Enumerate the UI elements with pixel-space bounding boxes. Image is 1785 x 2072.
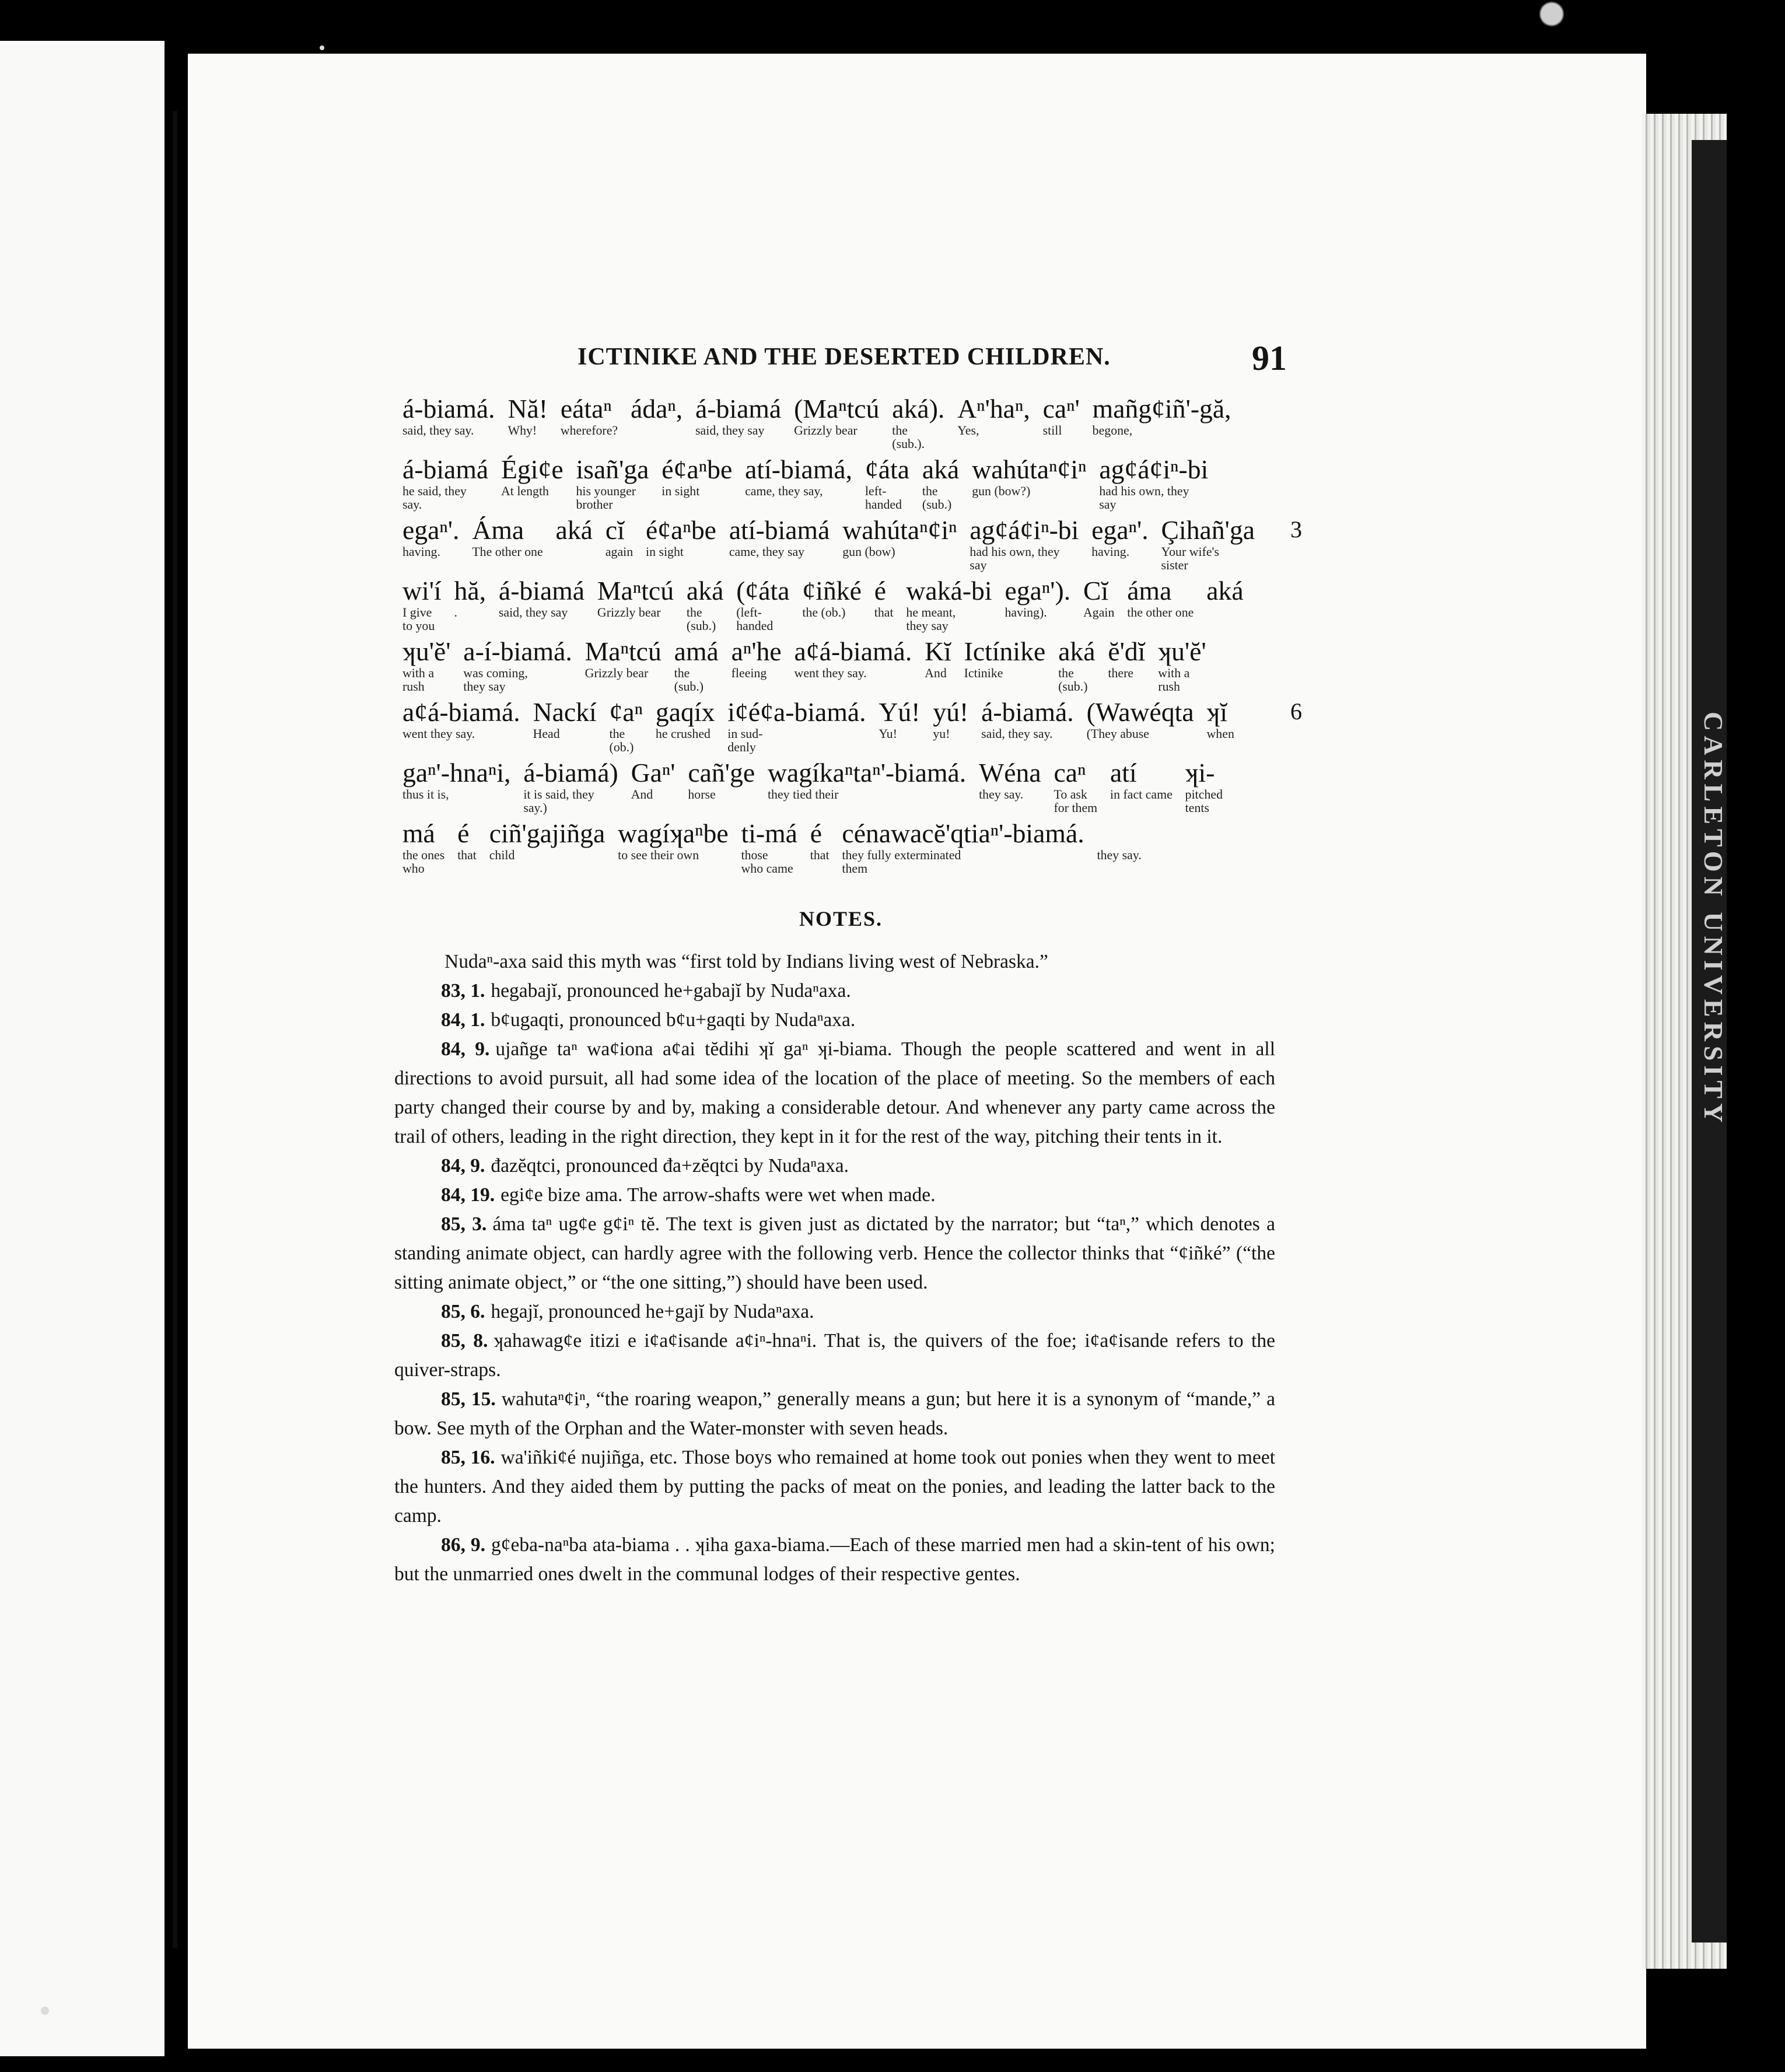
omaha-word: á-biamá <box>498 576 585 606</box>
left-page <box>0 41 164 2056</box>
english-gloss: came, they say, <box>745 484 823 498</box>
glossed-word <box>454 576 486 632</box>
omaha-word: wahútaⁿ¢iⁿ <box>842 515 957 545</box>
glossed-word <box>402 698 520 754</box>
english-gloss: yu! <box>933 726 950 741</box>
omaha-word: Maⁿtcú <box>597 576 674 606</box>
english-gloss: pitched tents <box>1185 787 1223 815</box>
omaha-word: aⁿ'he <box>731 636 782 666</box>
note-paragraph <box>394 1035 1275 1152</box>
glossed-word <box>499 576 584 632</box>
note-text: Nudaⁿ-axa said this myth was “first told by Indians living west of Nebraska.” <box>444 951 1048 972</box>
omaha-word: é <box>874 576 887 606</box>
omaha-word: wagíkaⁿtaⁿ'-biamá. <box>767 758 967 788</box>
glossed-word <box>979 758 1041 814</box>
interlinear-line <box>402 758 1289 818</box>
omaha-word: Cĭ <box>1083 576 1109 606</box>
interlinear-line <box>402 516 1289 575</box>
omaha-word: aká <box>922 454 960 484</box>
omaha-word: ʞu'ĕ' <box>1158 636 1206 666</box>
glossed-word <box>732 637 782 693</box>
note-reference: 85, 8. <box>441 1330 488 1352</box>
omaha-word: ti-má <box>741 818 797 848</box>
glossed-word <box>1058 637 1095 693</box>
omaha-word: (Maⁿtcú <box>794 394 880 424</box>
corner-smudge <box>1517 0 1587 35</box>
glossed-word <box>402 758 510 814</box>
glossed-word <box>842 819 1084 875</box>
omaha-word: ciñ'gajiñga <box>489 818 606 848</box>
line-number: 6 <box>1290 698 1302 724</box>
glossed-word <box>402 576 442 632</box>
english-gloss: still <box>1042 423 1062 438</box>
omaha-word: a¢á-biamá. <box>402 697 520 727</box>
dust-speck <box>41 2007 49 2015</box>
english-gloss: Grizzly bear <box>584 666 649 680</box>
note-paragraph <box>394 1210 1275 1297</box>
glossed-word <box>727 698 866 754</box>
english-gloss: Again <box>1083 605 1115 620</box>
english-gloss: thus it is, <box>402 787 449 802</box>
glossed-word <box>964 637 1046 693</box>
english-gloss: came, they say <box>729 544 805 559</box>
english-gloss: those who came <box>741 848 793 876</box>
glossed-word <box>1087 698 1194 754</box>
english-gloss: horse <box>688 787 716 802</box>
glossed-word <box>402 516 459 572</box>
english-gloss: gun (bow?) <box>972 484 1031 498</box>
glossed-word <box>981 698 1074 754</box>
glossed-word <box>508 394 548 450</box>
glossed-word <box>631 758 676 814</box>
glossed-word <box>489 819 606 875</box>
english-gloss: begone, <box>1092 423 1133 438</box>
english-gloss: Ictinike <box>964 666 1003 680</box>
note-text: đazĕqtci, pronounced đa+zĕqtci by Nudaⁿaxa. <box>491 1155 849 1177</box>
glossed-word <box>402 819 444 875</box>
english-gloss: said, they say. <box>402 423 474 438</box>
interlinear-line <box>402 394 1289 454</box>
glossed-word <box>674 637 719 693</box>
english-gloss: to see their own <box>618 848 699 862</box>
glossed-word <box>1097 819 1142 875</box>
note-reference: 84, 9. <box>441 1155 485 1177</box>
glossed-word <box>472 516 542 572</box>
omaha-word: aká <box>555 515 593 545</box>
omaha-word: Nackí <box>533 697 597 727</box>
omaha-word: Aⁿ'haⁿ, <box>957 394 1030 424</box>
glossed-word <box>1110 758 1172 814</box>
glossed-word <box>794 637 912 693</box>
note-paragraph <box>394 977 1275 1006</box>
omaha-word: atí-biamá, <box>745 454 853 484</box>
omaha-word: aká). <box>892 394 945 424</box>
glossed-word <box>741 819 797 875</box>
note-paragraph <box>394 1443 1275 1531</box>
glossed-word <box>906 576 992 632</box>
glossed-word <box>874 576 894 632</box>
running-head: ICTINIKE AND THE DESERTED CHILDREN. <box>578 344 1111 370</box>
glossed-word <box>745 455 852 511</box>
english-gloss: in sud- denly <box>727 726 763 754</box>
glossed-word <box>802 576 862 632</box>
note-text: hegajĭ, pronounced he+gajĭ by Nudaⁿaxa. <box>491 1301 814 1322</box>
english-gloss: Grizzly bear <box>597 605 661 620</box>
note-text: g¢eba-naⁿba ata-biama . . ʞiha gaxa-biama.—Each of these married men had a skin-tent of his own; but the unmarried ones dwelt in the communal lodges of their respective gentes. <box>394 1534 1275 1585</box>
omaha-word: cénawacĕ'qtiaⁿ'-biamá. <box>842 818 1084 848</box>
omaha-word: caⁿ <box>1054 758 1086 788</box>
note-paragraph <box>394 1297 1275 1326</box>
english-gloss: . <box>454 605 457 620</box>
note-reference: 85, 6. <box>441 1301 485 1322</box>
english-gloss: went they say. <box>402 726 475 741</box>
english-gloss: the (sub.) <box>674 666 704 694</box>
english-gloss: they say. <box>1097 848 1142 862</box>
english-gloss: when <box>1206 726 1234 741</box>
glossed-word <box>1083 576 1114 632</box>
english-gloss: having). <box>1005 605 1047 620</box>
english-gloss: he said, they say. <box>402 484 467 512</box>
omaha-word: á-biamá. <box>402 394 495 424</box>
note-paragraph <box>394 1385 1275 1443</box>
omaha-word: Kĭ <box>925 636 951 666</box>
interlinear-line <box>402 819 1289 878</box>
english-gloss: left- handed <box>864 484 902 512</box>
omaha-word: isañ'ga <box>576 454 649 484</box>
glossed-word <box>922 455 959 511</box>
english-gloss: (They abuse <box>1086 726 1149 741</box>
english-gloss: that <box>874 605 894 620</box>
english-gloss: the ones who <box>402 848 445 876</box>
omaha-word: ʞĭ <box>1206 697 1228 727</box>
note-paragraph <box>394 1152 1275 1181</box>
glossed-word <box>1127 576 1194 632</box>
omaha-word: aká <box>1058 636 1096 666</box>
note-text: áma taⁿ ug¢e g¢iⁿ tĕ. The text is given just as dictated by the narrator; but “taⁿ,” which denotes a standing animate object, can hardly agree with the following verb. Hence the collector thinks that “¢iñké” (“the sitting animate object,” or “the one sitting,”) should have been used. <box>394 1213 1275 1293</box>
note-paragraph <box>394 1006 1275 1035</box>
note-reference: 84, 9. <box>441 1038 490 1060</box>
english-gloss: in fact came <box>1110 787 1172 802</box>
omaha-word: Áma <box>472 515 524 545</box>
glossed-word <box>1093 394 1231 450</box>
glossed-word <box>970 516 1079 572</box>
english-gloss: they tied their <box>767 787 839 802</box>
omaha-word: Maⁿtcú <box>584 636 662 666</box>
english-gloss: had his own, they say <box>970 544 1060 572</box>
omaha-word: amá <box>674 636 719 666</box>
english-gloss: And <box>631 787 653 802</box>
english-gloss: the other one <box>1127 605 1194 620</box>
glossed-word <box>933 698 968 754</box>
omaha-word: gaqíx <box>655 697 715 727</box>
interlinear-text <box>402 394 1289 880</box>
english-gloss: went they say. <box>794 666 867 680</box>
omaha-word: eátaⁿ <box>560 394 612 424</box>
omaha-word: á-biamá <box>402 454 489 484</box>
english-gloss: (left- handed <box>736 605 774 633</box>
glossed-word <box>768 758 966 814</box>
glossed-word <box>501 455 564 511</box>
omaha-word: egaⁿ'). <box>1005 576 1071 606</box>
page-number: 91 <box>1252 339 1287 377</box>
english-gloss: And <box>925 666 947 680</box>
note-text: hegabajĭ, pronounced he+gabajĭ by Nudaⁿaxa. <box>491 980 851 1002</box>
english-gloss: he meant, they say <box>906 605 956 633</box>
english-gloss: he crushed <box>655 726 710 741</box>
glossed-word <box>842 516 957 572</box>
english-gloss: I give to you <box>402 605 435 633</box>
glossed-word <box>463 637 572 693</box>
omaha-word: a-í-biamá. <box>463 636 572 666</box>
english-gloss: it is said, they say.) <box>523 787 594 815</box>
glossed-word <box>585 637 662 693</box>
glossed-word <box>687 576 723 632</box>
note-reference: 85, 16. <box>441 1447 495 1468</box>
interlinear-line <box>402 698 1289 757</box>
glossed-word <box>646 516 716 572</box>
glossed-word <box>1043 394 1080 450</box>
glossed-word <box>794 394 879 450</box>
dust-speck <box>320 46 324 50</box>
omaha-word: é¢aⁿbe <box>646 515 716 545</box>
glossed-word <box>736 576 789 632</box>
glossed-word <box>865 455 909 511</box>
omaha-word: é <box>810 818 822 848</box>
omaha-word <box>1097 819 1104 848</box>
english-gloss: child <box>489 848 515 862</box>
english-gloss: the (sub.). <box>892 423 925 451</box>
english-gloss: they say. <box>979 787 1024 802</box>
glossed-word <box>688 758 755 814</box>
glossed-word <box>576 455 649 511</box>
glossed-word <box>1005 576 1070 632</box>
omaha-word: wagíʞaⁿbe <box>618 818 729 848</box>
omaha-word: yú! <box>933 697 969 727</box>
omaha-word: (Wawéqta <box>1086 697 1194 727</box>
interlinear-line <box>402 576 1289 636</box>
glossed-word <box>556 516 593 572</box>
glossed-word <box>523 758 618 814</box>
english-gloss: Grizzly bear <box>794 423 858 438</box>
omaha-word: aká <box>1206 576 1244 606</box>
english-gloss: To ask for them <box>1054 787 1098 815</box>
omaha-word: aká <box>686 576 724 606</box>
omaha-word: caⁿ' <box>1042 394 1080 424</box>
english-gloss: the (sub.) <box>686 605 716 633</box>
english-gloss: the (ob.) <box>802 605 846 620</box>
note-text: ujañge taⁿ wa¢iona a¢ai tĕdihi ʞĭ gaⁿ ʞi-biama. Though the people scattered and went in all directions to avoid pursuit, all had some idea of the location of the place of meeting. So the members of each party changed their course by and by, making a considerable detour. And whenever any party came across the trail of others, leading in the right direction, they kept in it for the rest of the way, pitching their tents in it. <box>394 1038 1276 1147</box>
omaha-word: a¢á-biamá. <box>794 636 912 666</box>
glossed-word <box>729 516 830 572</box>
note-text: ʞahawag¢e itizi e i¢a¢isande a¢iⁿ-hnaⁿi. That is, the quivers of the foe; i¢a¢isande refers to the quiver-straps. <box>394 1330 1276 1381</box>
glossed-word <box>618 819 728 875</box>
notes-heading: NOTES. <box>799 907 883 930</box>
omaha-word: hă, <box>454 576 487 606</box>
english-gloss: his younger brother <box>576 484 636 512</box>
omaha-word: ag¢á¢iⁿ-bi <box>970 515 1079 545</box>
glossed-word <box>972 455 1086 511</box>
omaha-word: Nă! <box>508 394 548 424</box>
glossed-word <box>606 516 633 572</box>
omaha-word: má <box>402 818 435 848</box>
note-paragraph <box>394 1326 1275 1385</box>
glossed-word <box>1108 637 1145 693</box>
omaha-word: waká-bi <box>906 576 992 606</box>
glossed-word <box>1054 758 1098 814</box>
english-gloss: said, they say. <box>981 726 1053 741</box>
english-gloss: in sight <box>662 484 700 498</box>
omaha-word: atí <box>1110 758 1137 788</box>
english-gloss: said, they say <box>695 423 765 438</box>
spine-label: CARLETON UNIVERSITY <box>1699 712 1728 1128</box>
glossed-word <box>695 394 781 450</box>
note-text: wa'iñki¢é nujiñga, etc. Those boys who remained at home took out ponies when they went to meet the hunters. And they aided them by putting the packs of meat on the ponies, and leading the latter back to the camp. <box>394 1447 1276 1527</box>
glossed-word <box>402 455 488 511</box>
omaha-word: wi'í <box>402 576 442 606</box>
english-gloss: Yu! <box>878 726 897 741</box>
glossed-word <box>1207 698 1234 754</box>
omaha-word: (¢áta <box>736 576 790 606</box>
omaha-word: ¢iñké <box>802 576 862 606</box>
omaha-word: cañ'ge <box>688 758 755 788</box>
glossed-word <box>631 394 682 450</box>
note-paragraph <box>394 1531 1275 1589</box>
omaha-word: egaⁿ'. <box>402 515 460 545</box>
english-gloss: in sight <box>646 544 684 559</box>
omaha-word: ʞu'ĕ' <box>402 636 451 666</box>
note-paragraph <box>394 1181 1275 1210</box>
glossed-word <box>662 455 732 511</box>
english-gloss: again <box>605 544 634 559</box>
note-reference: 84, 19. <box>441 1184 495 1206</box>
omaha-word: é¢aⁿbe <box>662 454 733 484</box>
omaha-word: ag¢á¢iⁿ-bi <box>1099 454 1209 484</box>
note-reference: 85, 3. <box>441 1213 487 1235</box>
omaha-word: mañg¢iñ'-gă, <box>1092 394 1231 424</box>
note-text: egi¢e bize ama. The arrow-shafts were wet when made. <box>501 1184 936 1206</box>
english-gloss: Your wife's sister <box>1161 544 1220 572</box>
english-gloss: the (sub.) <box>1058 666 1088 694</box>
omaha-word: ádaⁿ, <box>630 394 683 424</box>
english-gloss: gun (bow) <box>842 544 895 559</box>
english-gloss: The other one <box>472 544 543 559</box>
glossed-word <box>402 637 450 693</box>
english-gloss: having. <box>1091 544 1130 559</box>
glossed-word <box>892 394 944 450</box>
omaha-word: atí-biamá <box>729 515 830 545</box>
note-reference: 86, 9. <box>441 1534 485 1556</box>
english-gloss: had his own, they say <box>1099 484 1189 512</box>
omaha-word: egaⁿ'. <box>1091 515 1149 545</box>
omaha-word: Gaⁿ' <box>631 758 676 788</box>
glossed-word <box>1099 455 1208 511</box>
glossed-word <box>925 637 951 693</box>
english-gloss: that <box>810 848 830 862</box>
omaha-word: á-biamá. <box>981 697 1074 727</box>
glossed-word <box>1091 516 1148 572</box>
english-gloss: fleeing <box>731 666 767 680</box>
english-gloss: Head <box>533 726 560 741</box>
omaha-word: Yú! <box>878 697 921 727</box>
english-gloss: with a rush <box>1158 666 1190 694</box>
glossed-word <box>1161 516 1255 572</box>
english-gloss: wherefore? <box>560 423 618 438</box>
omaha-word: á-biamá <box>695 394 782 424</box>
note-reference: 84, 1. <box>441 1009 485 1031</box>
notes-section <box>394 947 1275 1589</box>
english-gloss: Why! <box>508 423 537 438</box>
omaha-word: ¢áta <box>864 454 910 484</box>
glossed-word <box>457 819 477 875</box>
english-gloss: the (ob.) <box>609 726 634 754</box>
note-paragraph <box>394 947 1275 977</box>
note-reference: 85, 15. <box>441 1388 496 1410</box>
glossed-word <box>1206 576 1243 632</box>
gutter-rule <box>173 111 177 1948</box>
omaha-word: Égi¢e <box>501 454 564 484</box>
omaha-word: Çihañ'ga <box>1161 515 1255 545</box>
glossed-word <box>656 698 715 754</box>
glossed-word <box>561 394 618 450</box>
note-reference: 83, 1. <box>441 980 485 1002</box>
line-number: 3 <box>1290 516 1302 542</box>
glossed-word <box>597 576 674 632</box>
omaha-word: Wéna <box>979 758 1041 788</box>
glossed-word <box>533 698 597 754</box>
glossed-word <box>402 394 495 450</box>
glossed-word <box>957 394 1030 450</box>
omaha-word: cĭ <box>605 515 625 545</box>
omaha-word: wahútaⁿ¢iⁿ <box>972 454 1087 484</box>
english-gloss: having. <box>402 544 440 559</box>
english-gloss: said, they say <box>498 605 568 620</box>
interlinear-line <box>402 455 1289 514</box>
glossed-word <box>1185 758 1223 814</box>
note-text: wahutaⁿ¢iⁿ, “the roaring weapon,” generally means a gun; but here it is a synonym of “mande,” a bow. See myth of the Orphan and the Water-monster with seven heads. <box>394 1388 1276 1439</box>
omaha-word: ĕ'dĭ <box>1108 636 1146 666</box>
glossed-word <box>1158 637 1206 693</box>
english-gloss: At length <box>501 484 549 498</box>
note-text: b¢ugaqti, pronounced b¢u+gaqti by Nudaⁿaxa. <box>491 1009 856 1031</box>
glossed-word <box>610 698 643 754</box>
omaha-word: ¢aⁿ <box>609 697 643 727</box>
english-gloss: with a rush <box>402 666 435 694</box>
english-gloss: there <box>1108 666 1134 680</box>
omaha-word: gaⁿ'-hnaⁿi, <box>402 758 511 788</box>
english-gloss: the (sub.) <box>922 484 952 512</box>
english-gloss: Yes, <box>957 423 979 438</box>
english-gloss: that <box>457 848 477 862</box>
omaha-word: ʞi- <box>1185 758 1215 788</box>
omaha-word: Ictínike <box>964 636 1046 666</box>
english-gloss: was coming, they say <box>463 666 528 694</box>
glossed-word <box>810 819 830 875</box>
omaha-word: i¢é¢a-biamá. <box>727 697 866 727</box>
omaha-word: á-biamá) <box>523 758 618 788</box>
omaha-word: é <box>457 818 470 848</box>
interlinear-line <box>402 637 1289 696</box>
english-gloss: they fully exterminated them <box>842 848 961 876</box>
glossed-word <box>878 698 920 754</box>
omaha-word: áma <box>1127 576 1172 606</box>
